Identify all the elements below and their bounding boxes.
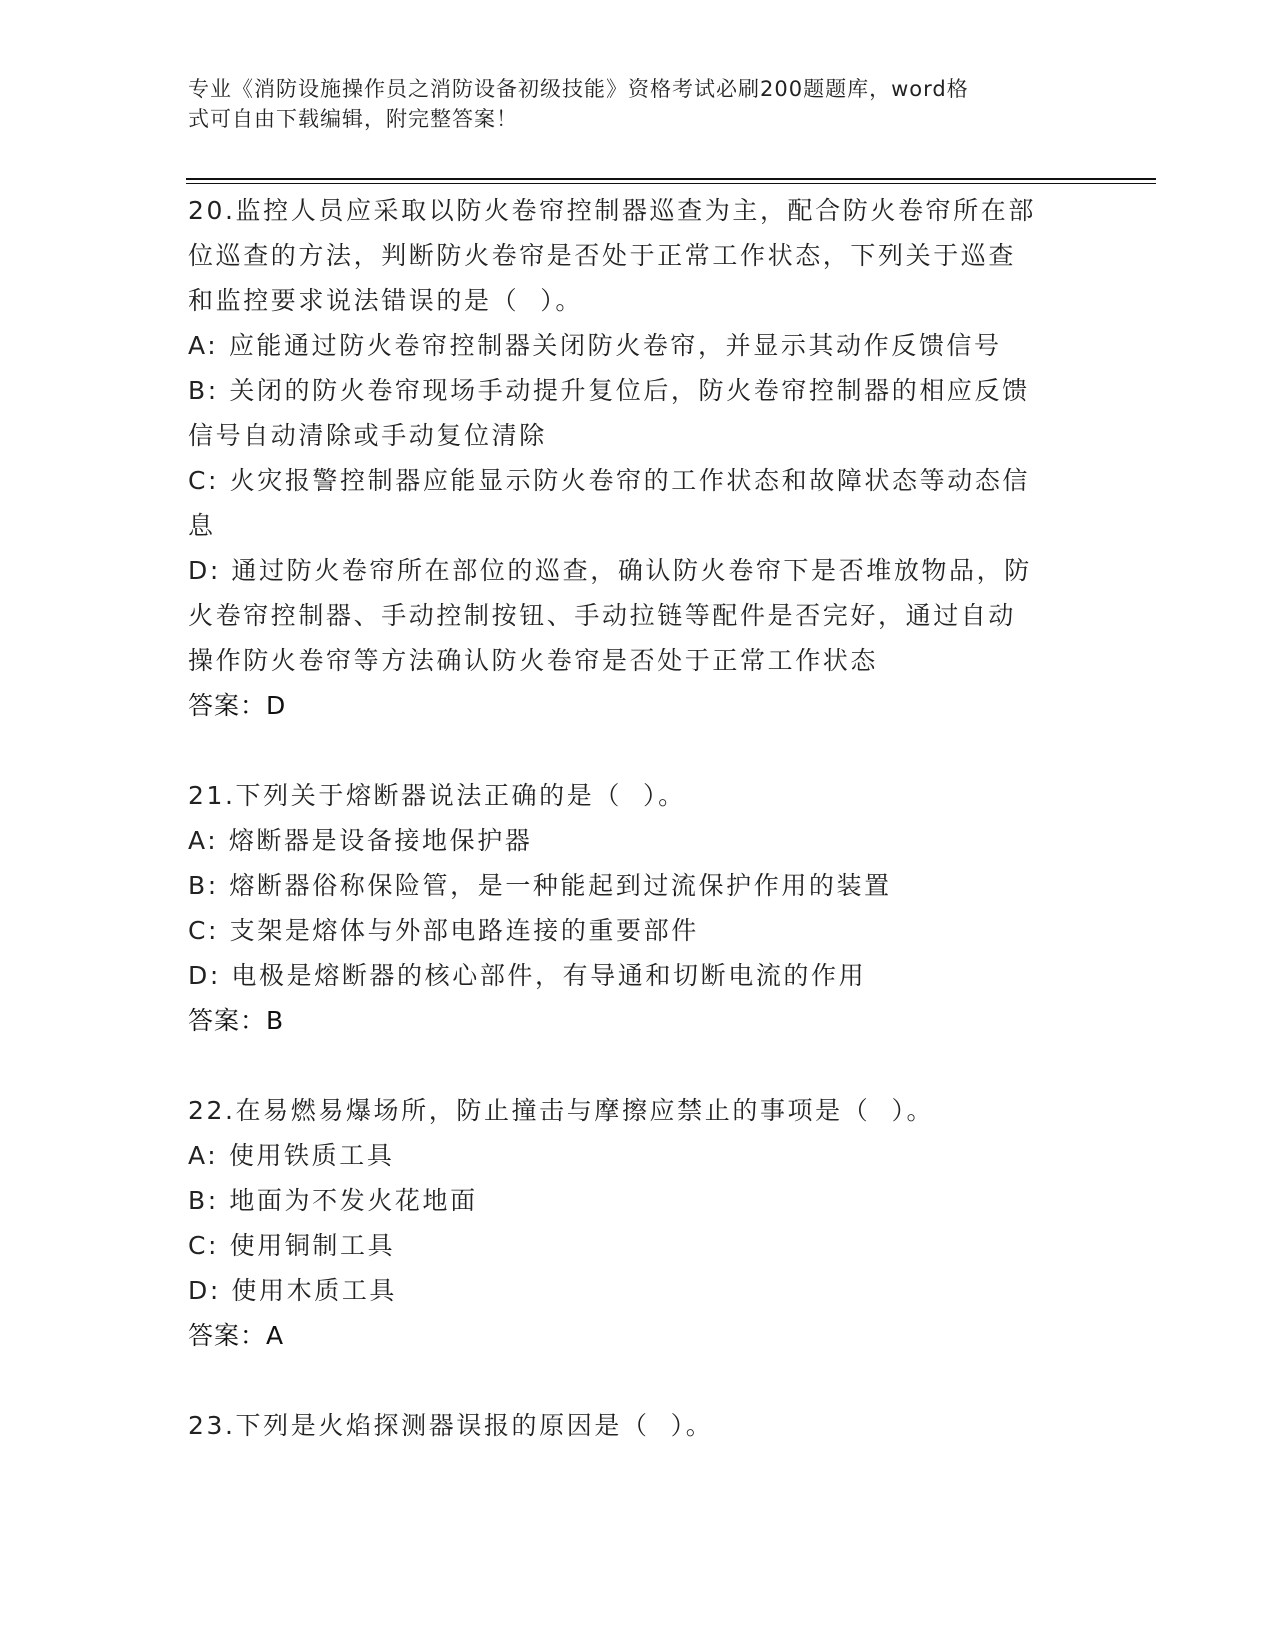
header-line-1: 专业《消防设施操作员之消防设备初级技能》资格考试必刷200题题库，word格	[188, 77, 969, 101]
question-line: 位巡查的方法，判断防火卷帘是否处于正常工作状态，下列关于巡查	[188, 241, 1017, 270]
question-line: 和监控要求说法错误的是（ ）。	[188, 286, 583, 315]
option-b: B: 熔断器俗称保险管，是一种能起到过流保护作用的装置	[188, 871, 892, 900]
question-21	[188, 773, 1088, 1043]
option-b: B: 地面为不发火花地面	[188, 1186, 478, 1215]
answer: 答案：B	[188, 1006, 285, 1035]
spacer	[188, 1358, 1088, 1403]
option-d: D: 通过防火卷帘所在部位的巡查，确认防火卷帘下是否堆放物品，防	[188, 556, 1032, 585]
header-rule-thick	[186, 178, 1156, 180]
option-d-cont: 火卷帘控制器、手动控制按钮、手动拉链等配件是否完好，通过自动	[188, 601, 1017, 630]
option-d-cont: 操作防火卷帘等方法确认防火卷帘是否处于正常工作状态	[188, 646, 879, 675]
question-20	[188, 188, 1088, 728]
option-d: D: 电极是熔断器的核心部件，有导通和切断电流的作用	[188, 961, 867, 990]
option-c: C: 火灾报警控制器应能显示防火卷帘的工作状态和故障状态等动态信	[188, 466, 1031, 495]
option-c: C: 使用铜制工具	[188, 1231, 396, 1260]
question-list	[188, 188, 1088, 1448]
spacer	[188, 1043, 1088, 1088]
option-b-cont: 信号自动清除或手动复位清除	[188, 421, 547, 450]
header-line-2: 式可自由下载编辑，附完整答案！	[188, 107, 518, 131]
option-a: A: 熔断器是设备接地保护器	[188, 826, 533, 855]
question-22	[188, 1088, 1088, 1358]
question-line: 20.监控人员应采取以防火卷帘控制器巡查为主，配合防火卷帘所在部	[188, 196, 1036, 225]
option-b: B: 关闭的防火卷帘现场手动提升复位后，防火卷帘控制器的相应反馈	[188, 376, 1030, 405]
option-a: A: 应能通过防火卷帘控制器关闭防火卷帘，并显示其动作反馈信号	[188, 331, 1002, 360]
answer: 答案：A	[188, 1321, 285, 1350]
document-header	[188, 74, 1078, 134]
spacer	[188, 728, 1088, 773]
question-line: 21.下列关于熔断器说法正确的是（ ）。	[188, 781, 686, 810]
option-a: A: 使用铁质工具	[188, 1141, 395, 1170]
option-c-cont: 息	[188, 511, 216, 540]
question-23	[188, 1403, 1088, 1448]
option-c: C: 支架是熔体与外部电路连接的重要部件	[188, 916, 699, 945]
question-line: 22.在易燃易爆场所，防止撞击与摩擦应禁止的事项是（ ）。	[188, 1096, 935, 1125]
answer: 答案：D	[188, 691, 287, 720]
question-line: 23.下列是火焰探测器误报的原因是（ ）。	[188, 1411, 714, 1440]
option-d: D: 使用木质工具	[188, 1276, 398, 1305]
header-rule-thin	[186, 183, 1156, 184]
